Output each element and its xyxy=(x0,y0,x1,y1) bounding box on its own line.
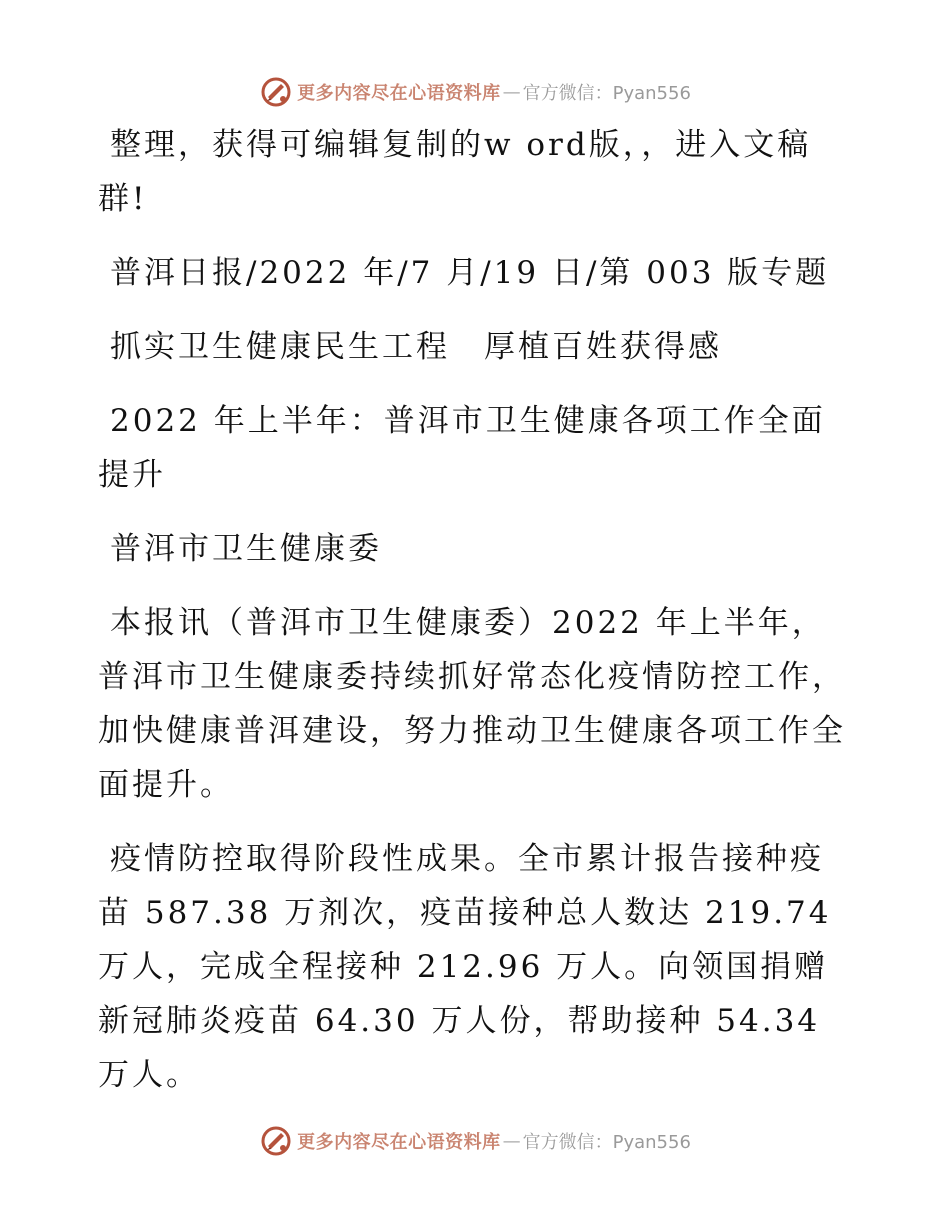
document-body xyxy=(98,118,850,1122)
watermark-separator: — xyxy=(502,1130,521,1152)
article-author: 普洱市卫生健康委 xyxy=(110,531,382,567)
article-headline: 抓实卫生健康民生工程 厚植百姓获得感 xyxy=(110,329,722,365)
book-pen-logo-icon xyxy=(259,1124,293,1158)
header-watermark xyxy=(0,72,950,112)
watermark-text: 更多内容尽在心语资料库 xyxy=(297,83,501,104)
source-line: 普洱日报/2022 年/7 月/19 日/第 003 版专题 xyxy=(110,255,830,291)
watermark-text: 更多内容尽在心语资料库 xyxy=(297,1132,501,1153)
intro-paragraph: 整理，获得可编辑复制的w ord版，，进入文稿群! xyxy=(98,127,812,217)
watermark-wechat: 官方微信：Pyan556 xyxy=(522,83,691,104)
article-subheadline: 2022 年上半年：普洱市卫生健康各项工作全面提升 xyxy=(98,403,826,493)
footer-watermark xyxy=(0,1121,950,1161)
watermark-wechat: 官方微信：Pyan556 xyxy=(522,1132,691,1153)
watermark-separator: — xyxy=(502,81,521,103)
body-paragraph: 本报讯（普洱市卫生健康委）2022 年上半年，普洱市卫生健康委持续抓好常态化疫情防控工作，加快健康普洱建设，努力推动卫生健康各项工作全面提升。 xyxy=(98,605,846,803)
body-paragraph: 疫情防控取得阶段性成果。全市累计报告接种疫苗 587.38 万剂次，疫苗接种总人数达 219.74 万人，完成全程接种 212.96 万人。向领国捐赠新冠肺炎疫苗 64.30 万人份，帮助接种 54.34 万人。 xyxy=(98,841,832,1093)
book-pen-logo-icon xyxy=(259,75,293,109)
